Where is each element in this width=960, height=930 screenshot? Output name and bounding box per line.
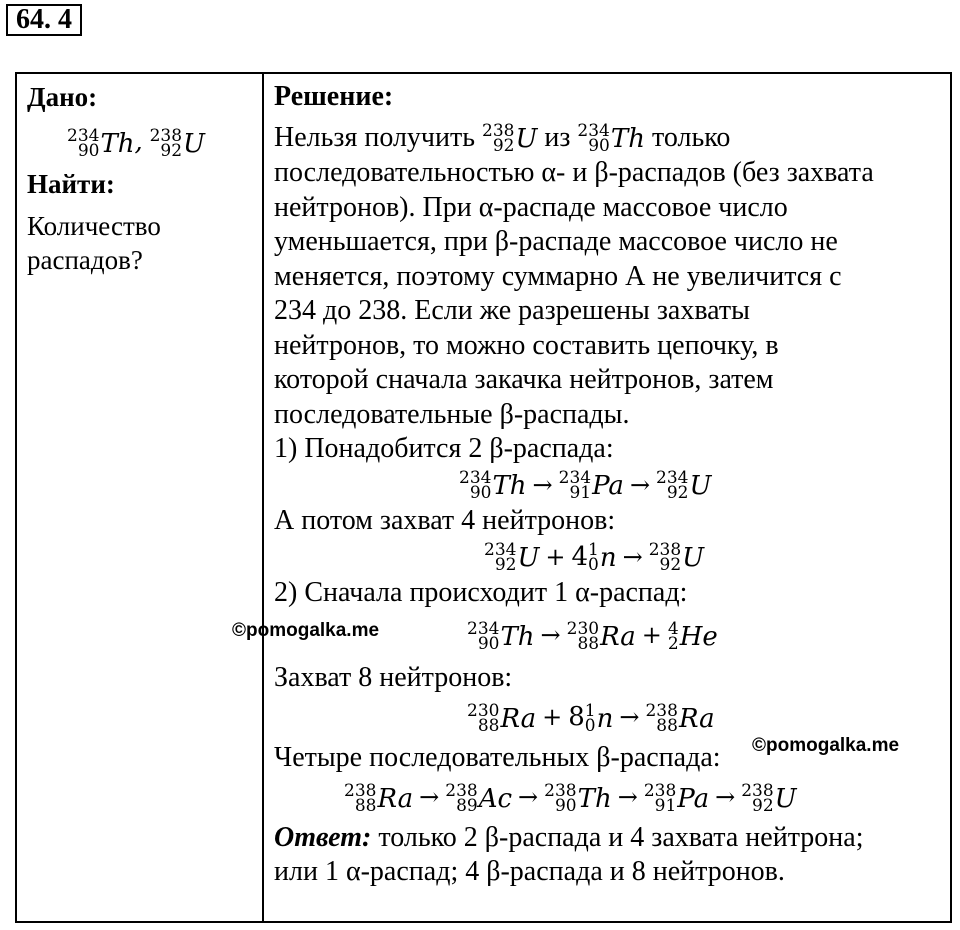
equation-beta-chain: 234 90 Th → 234 91 Pa → 234 92 U bbox=[459, 468, 712, 504]
case2-text: 2) Сначала происходит 1 α-распад: bbox=[274, 577, 688, 609]
intro-line: Нельзя получить 238 92 U из 234 90 Th только bbox=[274, 121, 731, 157]
intro-line: уменьшается, при β-распаде массовое число не bbox=[274, 226, 838, 258]
given-nuclides bbox=[67, 124, 262, 161]
find-line: распадов? bbox=[27, 244, 143, 275]
intro-line: нейтронов, то можно составить цепочку, в bbox=[274, 329, 779, 361]
nuclide-th234: 234 90 Th bbox=[67, 125, 135, 161]
watermark: ©pomogalka.me bbox=[232, 620, 380, 641]
intro-line: последовательные β-распады. bbox=[274, 398, 630, 430]
intro-line: нейтронов). При α-распаде массовое число bbox=[274, 191, 788, 223]
given-header: Дано: bbox=[27, 82, 98, 112]
solution-column bbox=[264, 74, 950, 921]
find-header: Найти: bbox=[27, 168, 115, 199]
intro-line: последовательностью α- и β-распадов (без захвата bbox=[274, 157, 874, 189]
equation-alpha: 234 90 Th → 230 88 Ra + 4 2 He bbox=[467, 618, 718, 654]
watermark: ©pomogalka.me bbox=[752, 735, 900, 756]
capture8-text: Захват 8 нейтронов: bbox=[274, 661, 513, 693]
solution-header: Решение: bbox=[274, 81, 394, 112]
answer-line: Ответ: только 2 β-распада и 4 захвата нейтрона; bbox=[274, 821, 864, 853]
intro-line: меняется, поэтому суммарно А не увеличится с bbox=[274, 260, 842, 292]
equation-capture8: 230 88 Ra + 8 1 0 n → 238 88 Ra bbox=[467, 700, 715, 736]
four-beta-text: Четыре последовательных β-распада: bbox=[274, 741, 721, 773]
capture4-text: А потом захват 4 нейтронов: bbox=[274, 505, 616, 537]
solution-table bbox=[15, 72, 952, 923]
task-number: 64. 4 bbox=[6, 4, 82, 36]
nuclide-u238: 238 92 U bbox=[149, 125, 205, 161]
solution-intro bbox=[274, 121, 950, 433]
answer-label: Ответ: bbox=[274, 821, 372, 853]
answer-line: или 1 α-распад; 4 β-распада и 8 нейтронов. bbox=[274, 856, 785, 888]
case1-text: 1) Понадобится 2 β-распада: bbox=[274, 433, 614, 465]
intro-line: которой сначала закачка нейтронов, затем bbox=[274, 364, 774, 396]
equation-capture4: 234 92 U + 4 1 0 n → 238 92 U bbox=[484, 540, 705, 576]
find-line: Количество bbox=[27, 210, 161, 241]
given-separator: , bbox=[134, 127, 143, 157]
intro-line: 234 до 238. Если же разрешены захваты bbox=[274, 295, 750, 327]
given-column bbox=[17, 74, 264, 921]
equation-four-beta: 238 88 Ra → 238 89 Ac → 238 90 Th → 238 91 Pa → 238 92 U bbox=[344, 780, 797, 816]
